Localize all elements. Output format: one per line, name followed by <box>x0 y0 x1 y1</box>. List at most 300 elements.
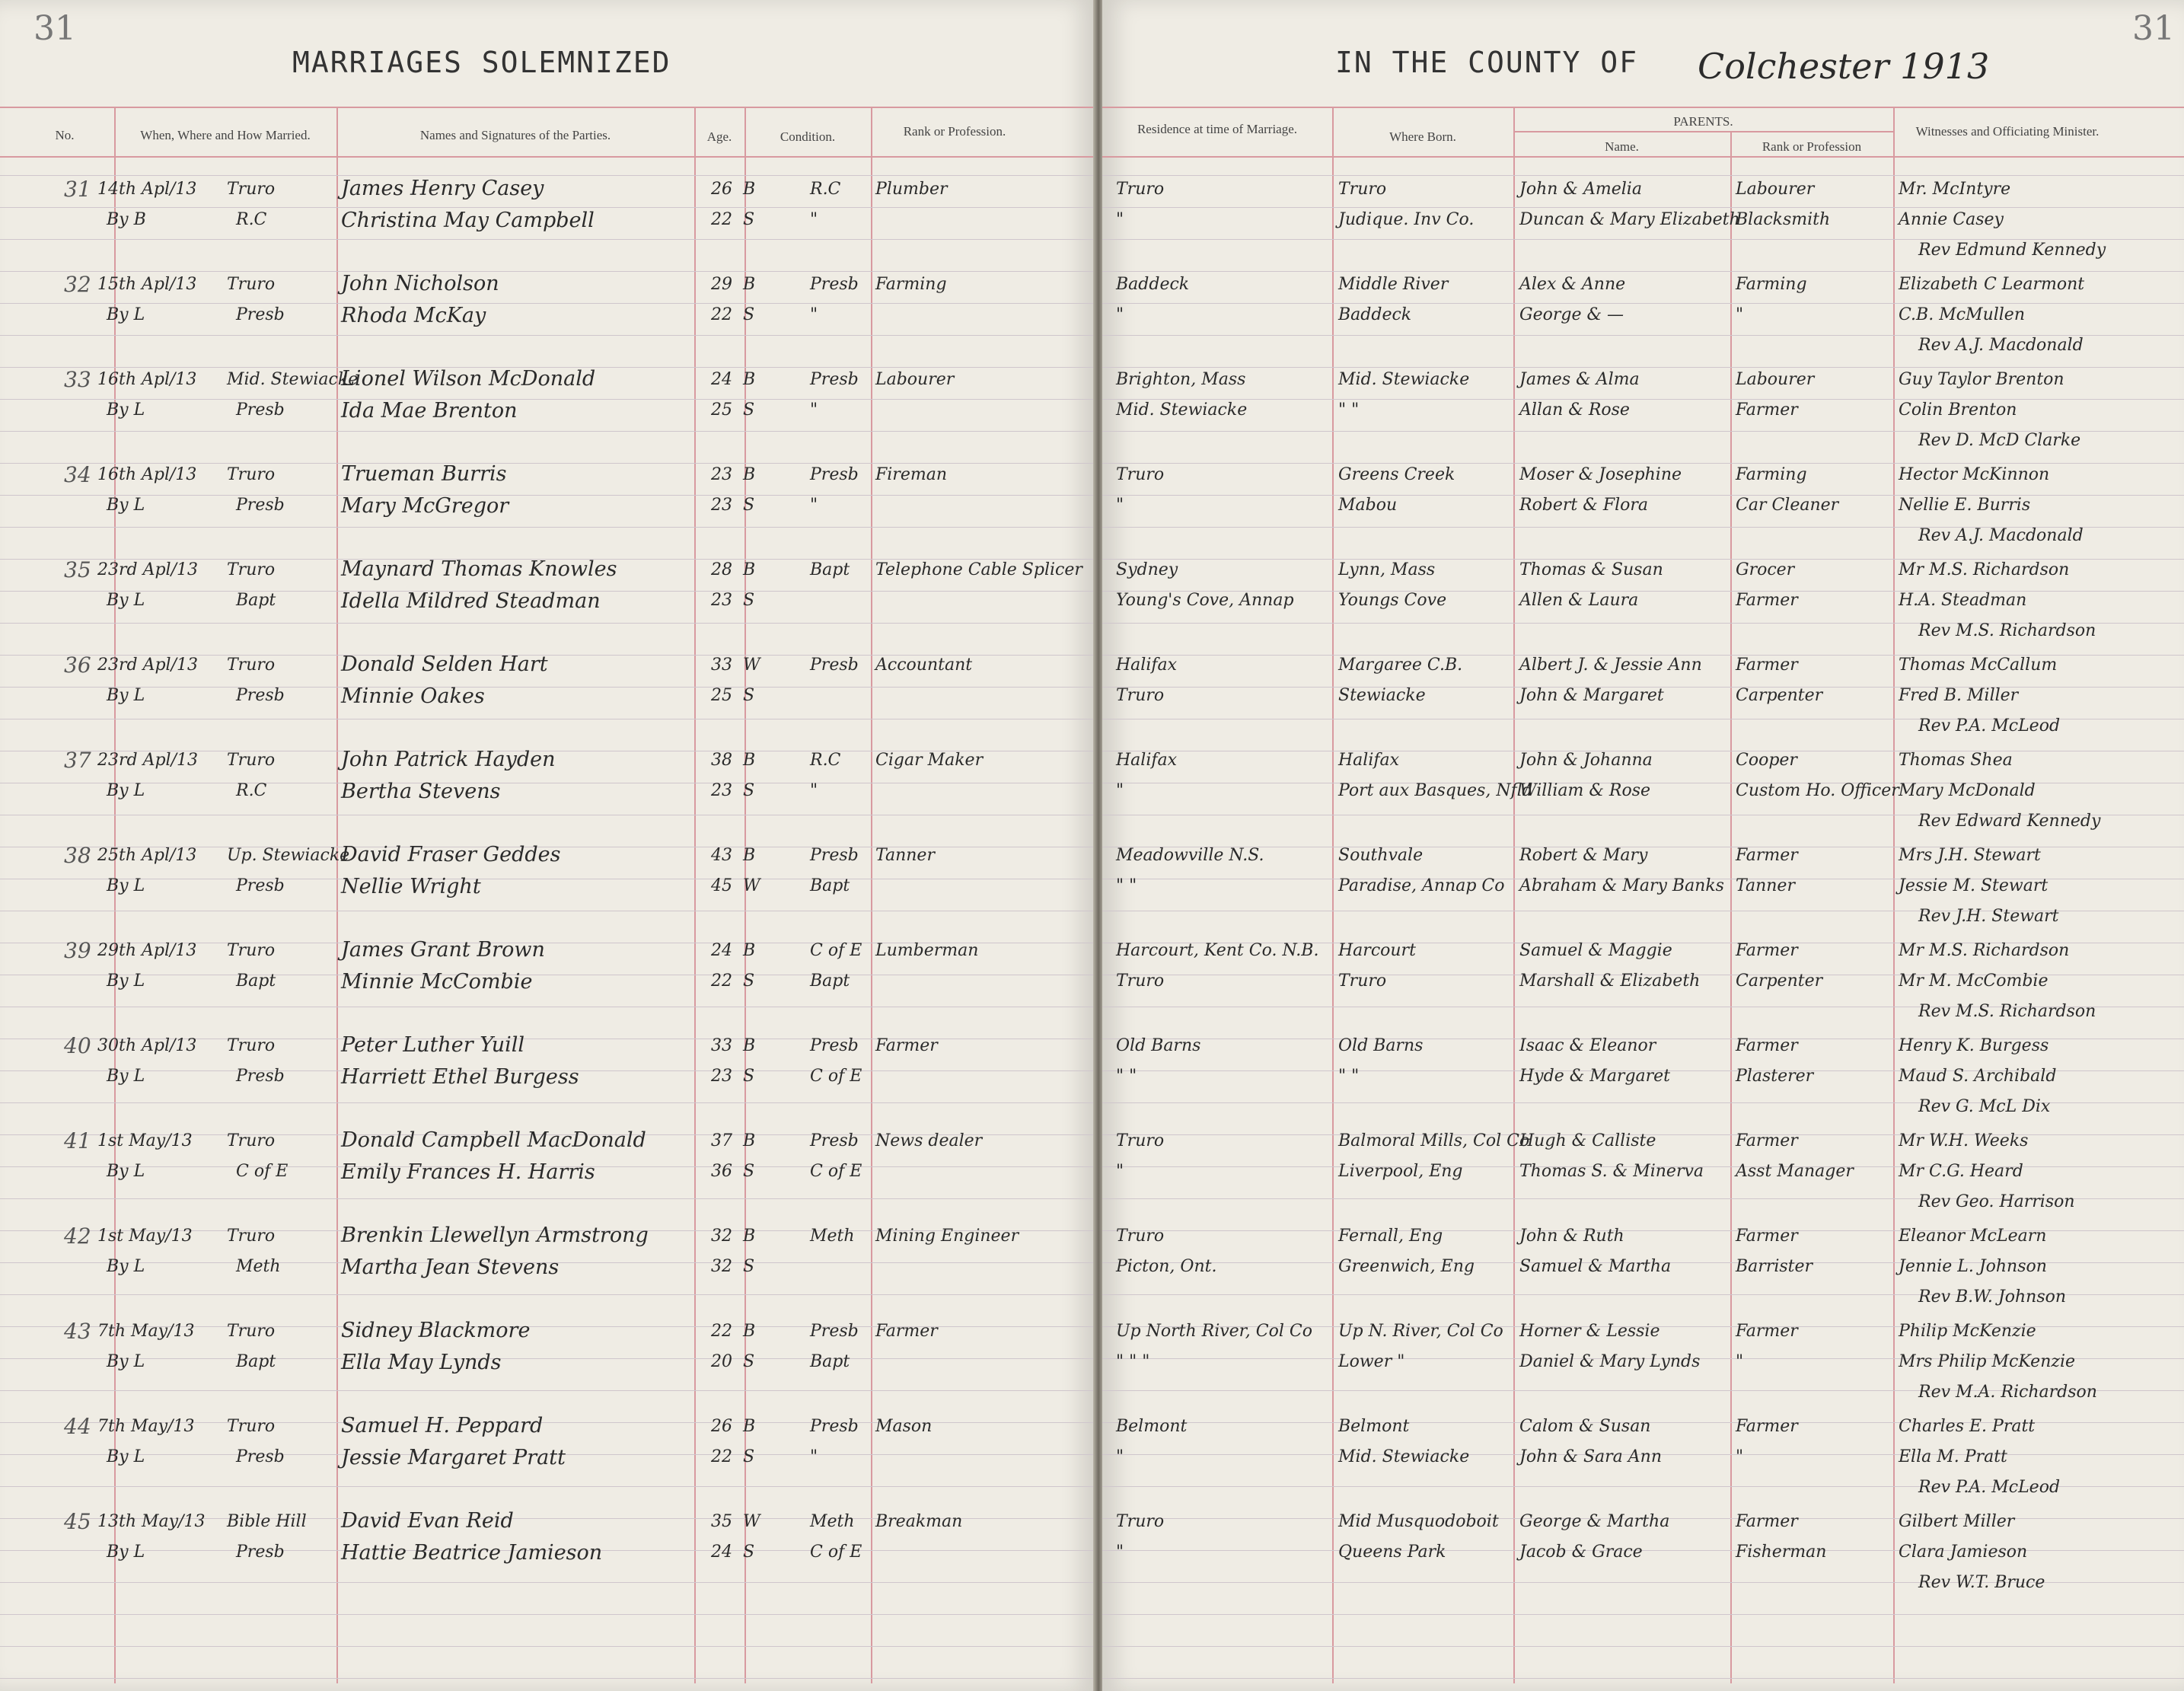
groom-birthplace: Southvale <box>1338 846 1424 865</box>
ruled-line <box>0 495 1095 496</box>
witness-2: Nellie E. Burris <box>1899 496 2031 515</box>
ruled-line <box>0 1486 1095 1487</box>
witness-1: Mr. McIntyre <box>1899 180 2011 199</box>
entry-rite: R.C <box>236 781 267 800</box>
groom-father-rank: Farmer <box>1736 941 1798 960</box>
ruled-line <box>0 271 1095 272</box>
bride-age: 24 <box>711 1543 732 1562</box>
groom-age: 38 <box>711 751 732 770</box>
groom-parents: Alex & Anne <box>1519 275 1626 294</box>
bride-parents: Allan & Rose <box>1519 400 1630 420</box>
bride-father-rank: Plasterer <box>1736 1067 1814 1086</box>
bride-birthplace: Lower " <box>1338 1352 1405 1371</box>
groom-parents: John & Amelia <box>1519 180 1642 199</box>
groom-father-rank: Farmer <box>1736 1512 1798 1531</box>
groom-parents: Isaac & Eleanor <box>1519 1036 1656 1055</box>
col-parents: PARENTS. <box>1673 114 1733 129</box>
entry-place: Up. Stewiacke <box>227 846 350 865</box>
groom-denomination: Presb <box>810 1417 859 1436</box>
groom-condition: B <box>743 1131 756 1150</box>
col-divider <box>1730 131 1732 1683</box>
bride-name: Ella May Lynds <box>341 1351 502 1374</box>
bride-age: 20 <box>711 1352 732 1371</box>
entry-number: 43 <box>64 1319 91 1344</box>
bride-residence: " <box>1116 305 1124 324</box>
officiating-minister: Rev M.S. Richardson <box>1918 1002 2096 1021</box>
witness-1: Mr W.H. Weeks <box>1899 1131 2029 1150</box>
bride-condition: S <box>743 305 755 324</box>
header-bottom-rule <box>1102 156 2184 158</box>
groom-denomination: Presb <box>810 275 859 294</box>
ruled-line <box>0 1294 1095 1295</box>
bride-age: 25 <box>711 686 732 705</box>
entry-rite: Bapt <box>236 591 276 610</box>
entry-date: 16th Apl/13 <box>97 370 197 389</box>
entry-number: 37 <box>64 748 91 773</box>
bride-birthplace: Stewiacke <box>1338 686 1426 705</box>
entry-rite: R.C <box>236 210 267 229</box>
entry-licence: By L <box>107 876 145 895</box>
right-page <box>1102 0 2184 1691</box>
groom-profession: Lumberman <box>875 941 979 960</box>
ruled-line <box>1102 239 2184 240</box>
groom-age: 29 <box>711 275 732 294</box>
witness-2: Fred B. Miller <box>1899 686 2019 705</box>
entry-number: 39 <box>64 938 91 963</box>
entry-place: Truro <box>227 1227 276 1246</box>
groom-profession: Tanner <box>875 846 935 865</box>
bride-birthplace: Judique. Inv Co. <box>1338 210 1475 229</box>
bride-name: Christina May Campbell <box>341 209 595 232</box>
groom-profession: Accountant <box>875 656 973 675</box>
bride-denomination: C of E <box>810 1543 862 1562</box>
entry-date: 1st May/13 <box>97 1131 193 1150</box>
bride-father-rank: Asst Manager <box>1736 1162 1854 1181</box>
bride-denomination: " <box>810 305 818 324</box>
groom-birthplace: Truro <box>1338 180 1387 199</box>
col-divider <box>1893 107 1895 1683</box>
bride-name: Bertha Stevens <box>341 780 501 803</box>
bride-name: Martha Jean Stevens <box>341 1255 560 1279</box>
groom-profession: Mining Engineer <box>875 1227 1019 1246</box>
witness-2: Ella M. Pratt <box>1899 1447 2007 1466</box>
col-rank: Rank or Profession. <box>903 124 1006 139</box>
groom-name: Lionel Wilson McDonald <box>341 367 596 391</box>
groom-parents: James & Alma <box>1519 370 1640 389</box>
groom-denomination: R.C <box>810 180 841 199</box>
entry-date: 23rd Apl/13 <box>97 751 198 770</box>
ruled-line <box>0 623 1095 624</box>
groom-birthplace: Greens Creek <box>1338 465 1455 484</box>
bride-residence: Young's Cove, Annap <box>1116 591 1294 610</box>
groom-parents: Albert J. & Jessie Ann <box>1519 656 1702 675</box>
bride-age: 23 <box>711 1067 732 1086</box>
groom-father-rank: Cooper <box>1736 751 1797 770</box>
bride-birthplace: " " <box>1338 400 1360 420</box>
groom-residence: Truro <box>1116 1227 1165 1246</box>
groom-residence: Truro <box>1116 1512 1165 1531</box>
groom-denomination: Presb <box>810 370 859 389</box>
ruled-line <box>0 239 1095 240</box>
bride-parents: Robert & Flora <box>1519 496 1649 515</box>
bride-residence: " <box>1116 496 1124 515</box>
bride-birthplace: Baddeck <box>1338 305 1412 324</box>
entry-place: Truro <box>227 1417 276 1436</box>
ruled-line <box>1102 175 2184 176</box>
officiating-minister: Rev A.J. Macdonald <box>1918 526 2084 545</box>
bride-name: Jessie Margaret Pratt <box>341 1446 566 1469</box>
groom-denomination: Presb <box>810 1131 859 1150</box>
bride-denomination: " <box>810 400 818 420</box>
witness-2: Jessie M. Stewart <box>1899 876 2048 895</box>
groom-father-rank: Grocer <box>1736 560 1795 579</box>
officiating-minister: Rev P.A. McLeod <box>1918 716 2061 735</box>
entry-licence: By L <box>107 591 145 610</box>
groom-name: James Henry Casey <box>341 177 544 200</box>
groom-parents: John & Ruth <box>1519 1227 1624 1246</box>
col-born: Where Born. <box>1389 129 1456 144</box>
col-divider <box>336 107 338 1683</box>
bride-name: Mary McGregor <box>341 494 509 518</box>
groom-denomination: R.C <box>810 751 841 770</box>
groom-parents: Calom & Susan <box>1519 1417 1651 1436</box>
entry-place: Truro <box>227 275 276 294</box>
entry-licence: By L <box>107 781 145 800</box>
entry-licence: By L <box>107 686 145 705</box>
witness-2: H.A. Steadman <box>1899 591 2027 610</box>
bride-name: Hattie Beatrice Jamieson <box>341 1541 603 1565</box>
witness-1: Elizabeth C Learmont <box>1899 275 2085 294</box>
bride-residence: " " <box>1116 1067 1137 1086</box>
parents-rule <box>1513 131 1893 132</box>
groom-denomination: Presb <box>810 846 859 865</box>
groom-father-rank: Farmer <box>1736 1227 1798 1246</box>
groom-profession: Plumber <box>875 180 948 199</box>
ruled-line <box>0 303 1095 304</box>
groom-birthplace: Mid Musquodoboit <box>1338 1512 1499 1531</box>
bride-father-rank: Barrister <box>1736 1257 1813 1276</box>
groom-father-rank: Farmer <box>1736 1036 1798 1055</box>
groom-age: 33 <box>711 656 732 675</box>
entry-number: 44 <box>64 1414 91 1439</box>
groom-parents: Hugh & Calliste <box>1519 1131 1656 1150</box>
bride-denomination: " <box>810 210 818 229</box>
bride-condition: S <box>743 1543 755 1562</box>
bride-residence: Truro <box>1116 686 1165 705</box>
groom-birthplace: Old Barns <box>1338 1036 1424 1055</box>
groom-denomination: Bapt <box>810 560 850 579</box>
groom-residence: Sydney <box>1116 560 1178 579</box>
groom-residence: Halifax <box>1116 751 1178 770</box>
bride-name: Minnie Oakes <box>341 684 485 708</box>
groom-age: 43 <box>711 846 732 865</box>
entry-number: 42 <box>64 1224 91 1249</box>
title-left: MARRIAGES SOLEMNIZED <box>292 46 671 79</box>
groom-name: Maynard Thomas Knowles <box>341 557 617 581</box>
entry-number: 31 <box>64 177 91 202</box>
bride-father-rank: Farmer <box>1736 400 1798 420</box>
witness-2: Mrs Philip McKenzie <box>1899 1352 2076 1371</box>
bride-residence: " <box>1116 1447 1124 1466</box>
entry-number: 45 <box>64 1509 91 1534</box>
entry-licence: By L <box>107 1257 145 1276</box>
groom-condition: W <box>743 656 760 675</box>
bride-birthplace: " " <box>1338 1067 1360 1086</box>
entry-rite: Presb <box>236 400 285 420</box>
bride-father-rank: " <box>1736 305 1744 324</box>
ruled-line <box>1102 271 2184 272</box>
bride-condition: S <box>743 1067 755 1086</box>
groom-father-rank: Farming <box>1736 465 1807 484</box>
witness-2: Annie Casey <box>1899 210 2004 229</box>
bride-residence: " " " <box>1116 1352 1150 1371</box>
groom-name: Samuel H. Peppard <box>341 1414 544 1437</box>
bride-denomination: " <box>810 781 818 800</box>
groom-name: Brenkin Llewellyn Armstrong <box>341 1224 649 1247</box>
entry-licence: By L <box>107 305 145 324</box>
groom-profession: Farming <box>875 275 947 294</box>
groom-condition: B <box>743 180 756 199</box>
bride-father-rank: Tanner <box>1736 876 1795 895</box>
groom-age: 35 <box>711 1512 732 1531</box>
groom-parents: Moser & Josephine <box>1519 465 1682 484</box>
groom-birthplace: Halifax <box>1338 751 1400 770</box>
groom-residence: Brighton, Mass <box>1116 370 1246 389</box>
groom-birthplace: Margaree C.B. <box>1338 656 1463 675</box>
entry-number: 35 <box>64 557 91 582</box>
bride-condition: S <box>743 1257 755 1276</box>
groom-name: John Nicholson <box>341 272 499 295</box>
entry-licence: By L <box>107 496 145 515</box>
entry-date: 23rd Apl/13 <box>97 560 198 579</box>
officiating-minister: Rev G. McL Dix <box>1918 1097 2051 1116</box>
col-names: Names and Signatures of the Parties. <box>419 128 611 142</box>
bride-parents: John & Sara Ann <box>1519 1447 1663 1466</box>
ruled-line <box>1102 1646 2184 1647</box>
witness-2: Clara Jamieson <box>1899 1543 2028 1562</box>
officiating-minister: Rev W.T. Bruce <box>1918 1573 2045 1592</box>
bride-father-rank: Custom Ho. Officer <box>1736 781 1899 800</box>
bride-birthplace: Youngs Cove <box>1338 591 1447 610</box>
ruled-line <box>1102 399 2184 400</box>
ruled-line <box>0 399 1095 400</box>
groom-name: David Evan Reid <box>341 1509 514 1533</box>
groom-parents: George & Martha <box>1519 1512 1670 1531</box>
ruled-line <box>1102 367 2184 368</box>
bride-age: 45 <box>711 876 732 895</box>
bride-condition: S <box>743 400 755 420</box>
ruled-line <box>0 1390 1095 1391</box>
entry-rite: C of E <box>236 1162 289 1181</box>
bride-father-rank: Blacksmith <box>1736 210 1831 229</box>
bride-denomination: C of E <box>810 1067 862 1086</box>
bride-parents: Marshall & Elizabeth <box>1519 972 1701 991</box>
bride-age: 22 <box>711 972 732 991</box>
entry-rite: Presb <box>236 305 285 324</box>
groom-age: 28 <box>711 560 732 579</box>
groom-residence: Truro <box>1116 465 1165 484</box>
groom-age: 37 <box>711 1131 732 1150</box>
groom-birthplace: Fernall, Eng <box>1338 1227 1443 1246</box>
witness-2: Mr C.G. Heard <box>1899 1162 2023 1181</box>
ruled-line <box>1102 1678 2184 1679</box>
entry-place: Truro <box>227 1036 276 1055</box>
col-residence: Residence at time of Marriage. <box>1137 122 1298 136</box>
groom-father-rank: Farmer <box>1736 846 1798 865</box>
groom-condition: W <box>743 1512 760 1531</box>
entry-rite: Presb <box>236 1543 285 1562</box>
groom-condition: B <box>743 560 756 579</box>
bride-birthplace: Mabou <box>1338 496 1398 515</box>
witness-2: C.B. McMullen <box>1899 305 2025 324</box>
entry-rite: Presb <box>236 876 285 895</box>
entry-number: 36 <box>64 652 91 678</box>
groom-condition: B <box>743 941 756 960</box>
bride-birthplace: Queens Park <box>1338 1543 1446 1562</box>
ruled-line <box>1102 559 2184 560</box>
groom-residence: Truro <box>1116 1131 1165 1150</box>
groom-condition: B <box>743 275 756 294</box>
bride-parents: Thomas S. & Minerva <box>1519 1162 1704 1181</box>
entry-number: 34 <box>64 462 91 487</box>
ruled-line <box>0 463 1095 464</box>
ruled-line <box>0 1102 1095 1103</box>
groom-profession: Fireman <box>875 465 947 484</box>
ruled-line <box>0 207 1095 208</box>
bride-age: 23 <box>711 591 732 610</box>
bride-birthplace: Greenwich, Eng <box>1338 1257 1475 1276</box>
ruled-line <box>0 335 1095 336</box>
entry-licence: By L <box>107 1352 145 1371</box>
col-condition: Condition. <box>780 129 836 144</box>
groom-age: 24 <box>711 370 732 389</box>
officiating-minister: Rev D. McD Clarke <box>1918 431 2081 450</box>
bride-father-rank: Carpenter <box>1736 972 1823 991</box>
bride-name: Emily Frances H. Harris <box>341 1160 595 1184</box>
groom-residence: Up North River, Col Co <box>1116 1322 1312 1341</box>
entry-date: 23rd Apl/13 <box>97 656 198 675</box>
groom-name: James Grant Brown <box>341 938 545 962</box>
groom-condition: B <box>743 465 756 484</box>
groom-parents: Thomas & Susan <box>1519 560 1663 579</box>
bride-name: Minnie McCombie <box>341 970 533 994</box>
entry-date: 15th Apl/13 <box>97 275 197 294</box>
groom-birthplace: Lynn, Mass <box>1338 560 1436 579</box>
bride-condition: S <box>743 972 755 991</box>
witness-1: Mr M.S. Richardson <box>1899 941 2070 960</box>
ruled-line <box>1102 207 2184 208</box>
entry-rite: Presb <box>236 1447 285 1466</box>
header-bottom-rule <box>0 156 1095 158</box>
col-divider <box>871 107 872 1683</box>
entry-date: 29th Apl/13 <box>97 941 197 960</box>
bride-birthplace: Liverpool, Eng <box>1338 1162 1463 1181</box>
entry-date: 13th May/13 <box>97 1512 206 1531</box>
col-no: No. <box>55 128 75 142</box>
bride-residence: " <box>1116 210 1124 229</box>
groom-age: 32 <box>711 1227 732 1246</box>
bride-condition: S <box>743 496 755 515</box>
ruled-line <box>0 687 1095 688</box>
col-divider <box>1513 107 1515 1683</box>
col-parents-rank: Rank or Profession <box>1762 139 1862 154</box>
ruled-line <box>1102 463 2184 464</box>
groom-residence: Old Barns <box>1116 1036 1201 1055</box>
bride-father-rank: Car Cleaner <box>1736 496 1839 515</box>
bride-birthplace: Port aux Basques, Nfld <box>1338 781 1533 800</box>
officiating-minister: Rev J.H. Stewart <box>1918 907 2059 926</box>
officiating-minister: Rev M.A. Richardson <box>1918 1383 2097 1402</box>
groom-birthplace: Harcourt <box>1338 941 1416 960</box>
bride-parents: Duncan & Mary Elizabeth <box>1519 210 1740 229</box>
witness-1: Mr M.S. Richardson <box>1899 560 2070 579</box>
groom-birthplace: Mid. Stewiacke <box>1338 370 1470 389</box>
bride-father-rank: " <box>1736 1447 1744 1466</box>
witness-1: Eleanor McLearn <box>1899 1227 2047 1246</box>
witness-1: Gilbert Miller <box>1899 1512 2015 1531</box>
bride-age: 25 <box>711 400 732 420</box>
entry-licence: By L <box>107 1067 145 1086</box>
officiating-minister: Rev M.S. Richardson <box>1918 621 2096 640</box>
officiating-minister: Rev Edward Kennedy <box>1918 812 2101 831</box>
bride-age: 22 <box>711 1447 732 1466</box>
groom-father-rank: Farmer <box>1736 1131 1798 1150</box>
entry-rite: Meth <box>236 1257 281 1276</box>
entry-number: 40 <box>64 1033 91 1058</box>
witness-1: Mrs J.H. Stewart <box>1899 846 2041 865</box>
witness-1: Henry K. Burgess <box>1899 1036 2049 1055</box>
bride-parents: John & Margaret <box>1519 686 1664 705</box>
entry-licence: By L <box>107 972 145 991</box>
witness-2: Jennie L. Johnson <box>1899 1257 2047 1276</box>
bride-name: Harriett Ethel Burgess <box>341 1065 579 1089</box>
witness-1: Hector McKinnon <box>1899 465 2050 484</box>
entry-date: 30th Apl/13 <box>97 1036 197 1055</box>
groom-profession: Labourer <box>875 370 955 389</box>
bride-denomination: Bapt <box>810 972 850 991</box>
groom-profession: Farmer <box>875 1322 938 1341</box>
col-divider <box>694 107 696 1683</box>
entry-date: 14th Apl/13 <box>97 180 197 199</box>
bride-birthplace: Mid. Stewiacke <box>1338 1447 1470 1466</box>
entry-date: 1st May/13 <box>97 1227 193 1246</box>
groom-denomination: C of E <box>810 941 862 960</box>
col-when: When, Where and How Married. <box>140 128 311 142</box>
bride-name: Idella Mildred Steadman <box>341 589 601 613</box>
entry-rite: Bapt <box>236 1352 276 1371</box>
groom-age: 26 <box>711 180 732 199</box>
ruled-line <box>1102 303 2184 304</box>
groom-name: Sidney Blackmore <box>341 1319 531 1342</box>
bride-residence: Picton, Ont. <box>1116 1257 1217 1276</box>
bride-father-rank: Farmer <box>1736 591 1798 610</box>
bride-parents: William & Rose <box>1519 781 1651 800</box>
bride-age: 23 <box>711 496 732 515</box>
bride-father-rank: Fisherman <box>1736 1543 1827 1562</box>
officiating-minister: Rev P.A. McLeod <box>1918 1478 2061 1497</box>
groom-condition: B <box>743 1417 756 1436</box>
ruled-line <box>1102 1614 2184 1615</box>
county-name: Colchester 1913 <box>1698 46 1990 87</box>
ruled-line <box>0 527 1095 528</box>
groom-name: John Patrick Hayden <box>341 748 556 771</box>
groom-condition: B <box>743 846 756 865</box>
groom-father-rank: Farmer <box>1736 1322 1798 1341</box>
groom-profession: Cigar Maker <box>875 751 984 770</box>
ruled-line <box>0 1614 1095 1615</box>
groom-residence: Baddeck <box>1116 275 1190 294</box>
groom-denomination: Meth <box>810 1512 855 1531</box>
